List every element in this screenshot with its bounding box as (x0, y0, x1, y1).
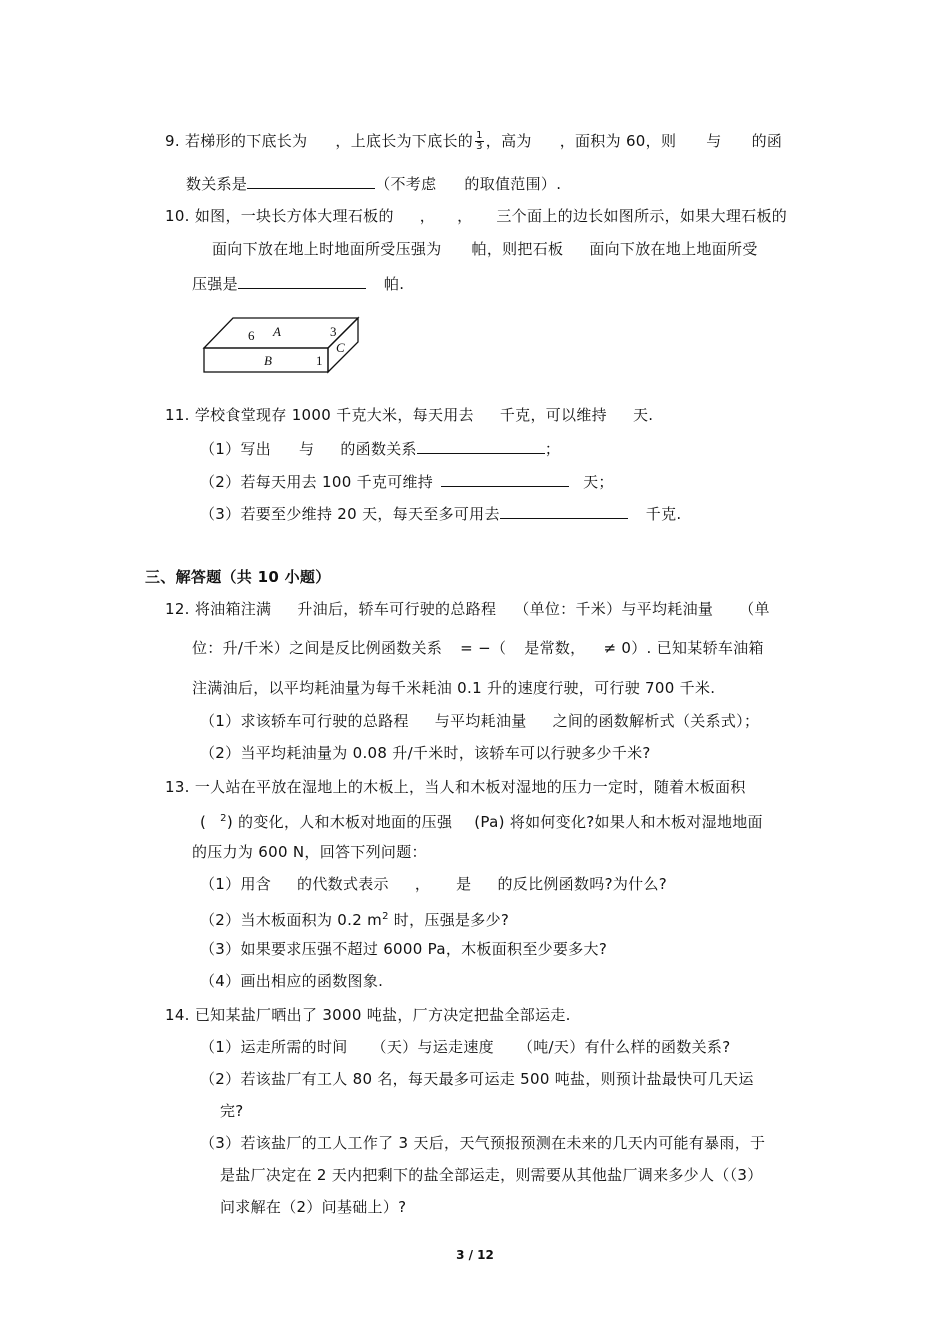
q11-sub3: （3）若要至少维持 20 天，每天至多可用去 千克. (200, 501, 681, 525)
q10-line1: 10. 如图，一块长方体大理石板的 ， ， 三个面上的边长如图所示，如果大理石板的 (165, 207, 788, 225)
q9-number: 9. (165, 132, 180, 150)
q12-line3: 注满油后，以平均耗油量为每千米耗油 0.1 升的速度行驶，可行驶 700 千米. (192, 679, 716, 697)
fraction-one-third: $\frac{1}{3}$ (476, 130, 483, 152)
q12-sub2: （2）当平均耗油量为 0.08 升/千米时，该轿车可以行驶多少千米? (200, 744, 651, 762)
q10-answer-blank[interactable] (238, 271, 366, 289)
len-label-3: 3 (330, 324, 337, 339)
q12-line1: 12. 将油箱注满 升油后，轿车可行驶的总路程 （单位：千米）与平均耗油量 （单 (165, 600, 770, 618)
len-label-1: 1 (316, 353, 323, 368)
q14-sub3-line3: 问求解在（2）问基础上）? (220, 1198, 407, 1216)
q12-number: 12. (165, 600, 190, 618)
q13-line3: 的压力为 600 N，回答下列问题： (192, 843, 427, 861)
q11-sub3-blank[interactable] (500, 501, 628, 519)
q14-line1: 14. 已知某盐厂晒出了 3000 吨盐，厂方决定把盐全部运走. (165, 1006, 571, 1024)
q14-sub1: （1）运走所需的时间 （天）与运走速度 （吨/天）有什么样的函数关系? (200, 1038, 731, 1056)
q13-sub3: （3）如果要求压强不超过 6000 Pa，木板面积至少要多大? (200, 940, 608, 958)
section-3-heading: 三、解答题（共 10 小题） (145, 568, 331, 586)
face-label-b: B (264, 353, 272, 368)
len-label-6: 6 (248, 328, 255, 343)
q11-line1: 11. 学校食堂现存 1000 千克大米，每天用去 千克，可以维持 天. (165, 406, 654, 424)
q9-line2: 数关系是 （不考虑 的取值范围）. (186, 171, 561, 195)
q10-line2: 面向下放在地上时地面所受压强为 帕，则把石板 面向下放在地上地面所受 (212, 240, 758, 258)
q14-number: 14. (165, 1006, 190, 1024)
face-label-c: C (336, 340, 345, 355)
q13-sub1: （1）用含 的代数式表示 ， 是 的反比例函数吗?为什么? (200, 875, 668, 893)
q9-answer-blank[interactable] (247, 171, 375, 189)
q13-sub2: （2）当木板面积为 0.2 $m^2$ 时，压强是多少? (200, 911, 510, 929)
q11-sub2: （2）若每天用去 100 千克可维持 天； (200, 469, 614, 493)
q12-sub1: （1）求该轿车可行驶的总路程 与平均耗油量 之间的函数解析式（关系式）； (200, 712, 760, 730)
q11-number: 11. (165, 406, 190, 424)
q13-line2: ( $^2$) 的变化，人和木板对地面的压强 (Pa) 将如何变化?如果人和木板对湿地地面 (200, 813, 763, 831)
q14-sub3-line2: 是盐厂决定在 2 天内把剩下的盐全部运走，则需要从其他盐厂调来多少人（（3） (220, 1166, 763, 1184)
q14-sub3-line1: （3）若该盐厂的工人工作了 3 天后，天气预报预测在未来的几天内可能有暴雨，于 (200, 1134, 766, 1152)
q13-sub4: （4）画出相应的函数图象. (200, 972, 384, 990)
q14-sub2-line2: 完? (220, 1102, 244, 1120)
q11-sub1-blank[interactable] (417, 436, 545, 454)
q13-line1: 13. 一人站在平放在湿地上的木板上，当人和木板对湿地的压力一定时，随着木板面积 (165, 778, 746, 796)
q11-sub1: （1）写出 与 的函数关系 ； (200, 436, 560, 460)
q12-line2: 位：升/千米）之间是反比例函数关系 = −（ 是常数， ≠ 0）. 已知某轿车油箱 (192, 639, 764, 657)
marble-slab-figure (200, 314, 365, 376)
q10-number: 10. (165, 207, 190, 225)
q9-line1: 9. 若梯形的下底长为 ，上底长为下底长的 $\frac{1}{3}$ ，高为 ，面积为 60，则 与 的函 (165, 130, 783, 152)
face-label-a: A (273, 324, 281, 339)
q13-number: 13. (165, 778, 190, 796)
q10-line3: 压强是 帕. (192, 271, 404, 295)
q14-sub2-line1: （2）若该盐厂有工人 80 名，每天最多可运走 500 吨盐，则预计盐最快可几天运 (200, 1070, 754, 1088)
page-number: 3 / 12 (456, 1248, 494, 1262)
q11-sub2-blank[interactable] (441, 469, 569, 487)
